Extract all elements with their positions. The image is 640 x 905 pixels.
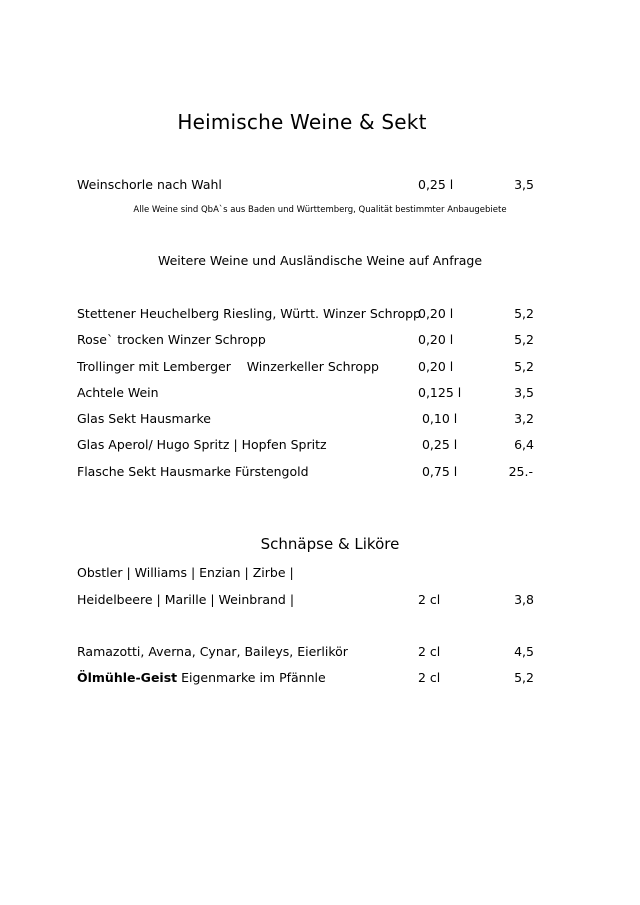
item-quantity: 0,125 l xyxy=(418,385,462,400)
item-name-bold: Ölmühle-Geist xyxy=(77,670,178,685)
item-quantity: 0,20 l xyxy=(418,359,454,374)
item-price: 5,2 xyxy=(514,359,534,374)
item-quantity: 2 cl xyxy=(418,670,441,685)
menu-row-spirits-line2 xyxy=(0,591,640,609)
item-name-rest: Eigenmarke im Pfännle xyxy=(177,670,326,685)
item-name: Flasche Sekt Hausmarke Fürstengold xyxy=(77,464,309,479)
menu-row-weinschorle xyxy=(0,176,640,194)
further-wines-note: Weitere Weine und Ausländische Weine auf Anfrage xyxy=(157,253,483,268)
item-quantity: 2 cl xyxy=(418,592,441,607)
menu-row-wine xyxy=(0,384,640,402)
item-name: Heidelbeere | Marille | Weinbrand | xyxy=(77,592,295,607)
page-title: Heimische Weine & Sekt xyxy=(177,110,427,134)
spirits-heading: Schnäpse & Liköre xyxy=(260,535,400,553)
menu-row-liqueurs xyxy=(0,643,640,661)
menu-row-wine xyxy=(0,463,640,481)
menu-row-wine xyxy=(0,436,640,454)
item-price: 3,8 xyxy=(514,592,534,607)
item-quantity: 0,25 l xyxy=(418,177,454,192)
menu-row-wine xyxy=(0,410,640,428)
item-quantity: 0,25 l xyxy=(418,437,458,452)
item-name: Stettener Heuchelberg Riesling, Württ. Winzer Schropp xyxy=(77,306,421,321)
item-name xyxy=(77,669,326,687)
item-name: Rose` trocken Winzer Schropp xyxy=(77,332,266,347)
item-name: Ramazotti, Averna, Cynar, Baileys, Eierlikör xyxy=(77,644,348,659)
menu-row-wine xyxy=(0,331,640,349)
item-name: Weinschorle nach Wahl xyxy=(77,177,222,192)
item-price: 5,2 xyxy=(514,670,534,685)
quality-note: Alle Weine sind QbA`s aus Baden und Württemberg, Qualität bestimmter Anbaugebiete xyxy=(133,205,507,215)
item-quantity: 0,20 l xyxy=(418,332,454,347)
menu-row-spirits-line1 xyxy=(0,564,640,582)
item-name: Glas Aperol/ Hugo Spritz | Hopfen Spritz xyxy=(77,437,327,452)
item-name: Obstler | Williams | Enzian | Zirbe | xyxy=(77,565,294,580)
item-quantity: 0,20 l xyxy=(418,306,454,321)
item-price: 3,5 xyxy=(514,385,534,400)
item-price: 4,5 xyxy=(514,644,534,659)
menu-row-oelmuehle xyxy=(0,669,640,687)
item-quantity: 0,75 l xyxy=(418,464,458,479)
item-quantity: 0,10 l xyxy=(418,411,458,426)
item-name: Achtele Wein xyxy=(77,385,159,400)
item-price: 3,2 xyxy=(514,411,534,426)
item-price: 5,2 xyxy=(514,332,534,347)
item-price: 3,5 xyxy=(514,177,534,192)
menu-row-wine xyxy=(0,305,640,323)
item-name: Trollinger mit Lemberger Winzerkeller Schropp xyxy=(77,359,379,374)
item-price: 6,4 xyxy=(514,437,534,452)
item-name: Glas Sekt Hausmarke xyxy=(77,411,211,426)
item-quantity: 2 cl xyxy=(418,644,441,659)
item-price: 5,2 xyxy=(514,306,534,321)
menu-row-wine xyxy=(0,358,640,376)
item-price: 25.- xyxy=(508,464,533,479)
